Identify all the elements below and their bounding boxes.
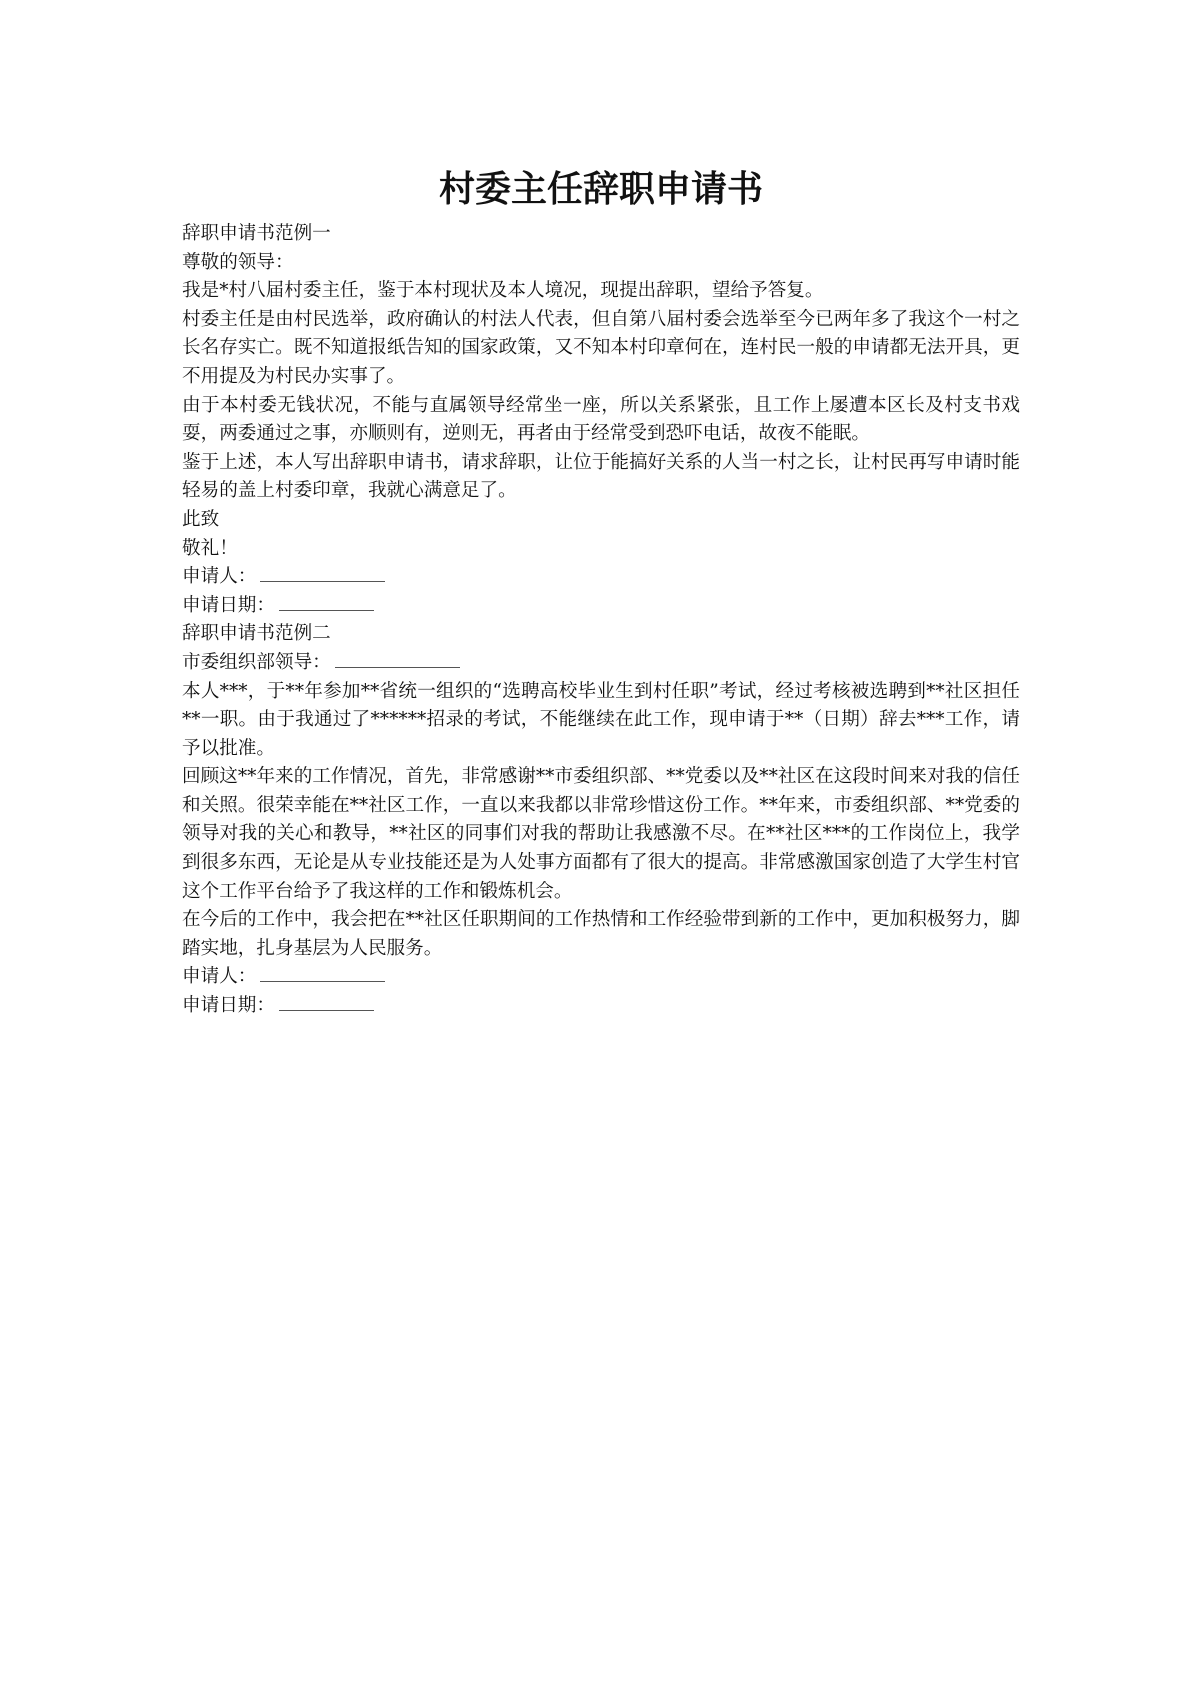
- applicant-row: [182, 963, 1020, 992]
- date-blank: [279, 592, 374, 611]
- date-blank: [279, 992, 374, 1011]
- section-example-2: [182, 620, 1020, 1020]
- salutation-row: [182, 649, 1020, 678]
- date-row: [182, 592, 1020, 621]
- applicant-row: [182, 563, 1020, 592]
- applicant-label: 申请人：: [182, 966, 257, 988]
- section-heading: 辞职申请书范例一: [182, 223, 331, 244]
- section-example-1: [182, 220, 1020, 620]
- document-page: [182, 162, 1020, 1021]
- document-title: 村委主任辞职申请书: [438, 169, 763, 210]
- closing-line: 敬礼！: [182, 537, 238, 559]
- salutation-blank: [335, 649, 460, 668]
- salutation: 市委组织部领导：: [182, 651, 331, 673]
- applicant-blank: [260, 563, 385, 582]
- salutation: 尊敬的领导：: [182, 251, 294, 273]
- closing-line: 此致: [182, 508, 220, 530]
- paragraph: 由于本村委无钱状况，不能与直属领导经常坐一座，所以关系紧张，且工作上屡遭本区长及村支书戏耍，两委通过之事，亦顺则有，逆则无，再者由于经常受到恐吓电话，故夜不能眠。: [182, 394, 1020, 445]
- date-row: [182, 992, 1020, 1021]
- paragraph: 村委主任是由村民选举，政府确认的村法人代表，但自第八届村委会选举至今已两年多了我这个一村之长名存实亡。既不知道报纸告知的国家政策，又不知本村印章何在，连村民一般的申请都无法开具，更不用提及为村民办实事了。: [182, 308, 1020, 387]
- paragraph: 我是*村八届村委主任，鉴于本村现状及本人境况，现提出辞职，望给予答复。: [182, 280, 824, 302]
- paragraph: 本人***，于**年参加**省统一组织的“选聘高校毕业生到村任职”考试，经过考核被选聘到**社区担任**一职。由于我通过了******招录的考试，不能继续在此工作，现申请于**（日期）辞去***工作，请予以批准。: [182, 680, 1020, 759]
- paragraph: 鉴于上述，本人写出辞职申请书，请求辞职，让位于能搞好关系的人当一村之长，让村民再写申请时能轻易的盖上村委印章，我就心满意足了。: [182, 451, 1020, 502]
- section-heading: 辞职申请书范例二: [182, 623, 331, 645]
- paragraph: 在今后的工作中，我会把在**社区任职期间的工作热情和工作经验带到新的工作中，更加积极努力，脚踏实地，扎身基层为人民服务。: [182, 909, 1020, 959]
- paragraph: 回顾这**年来的工作情况，首先，非常感谢**市委组织部、**党委以及**社区在这段时间来对我的信任和关照。很荣幸能在**社区工作，一直以来我都以非常珍惜这份工作。**年来，市委组织部、**党委的领导对我的关心和教导，**社区的同事们对我的帮助让我感激不尽。在**社区***的工作岗位上，我学到很多东西，无论是从专业技能还是为人处事方面都有了很大的提高。非常感激国家创造了大学生村官这个工作平台给予了我这样的工作和锻炼机会。: [182, 766, 1020, 902]
- date-label: 申请日期：: [182, 594, 275, 616]
- applicant-blank: [260, 963, 385, 982]
- applicant-label: 申请人：: [182, 566, 257, 588]
- date-label: 申请日期：: [182, 995, 275, 1017]
